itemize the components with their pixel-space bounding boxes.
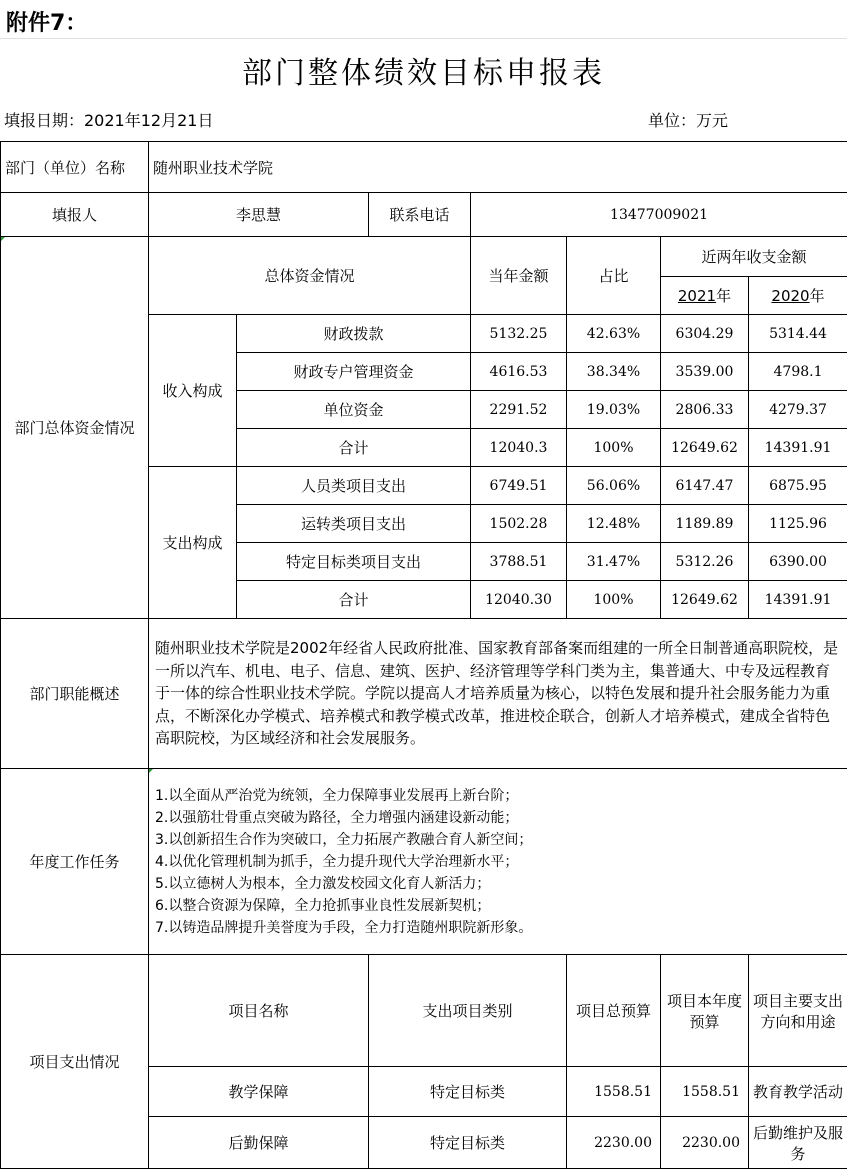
- row-2021: 12649.62: [661, 429, 749, 467]
- dept-name-label: 部门（单位）名称: [1, 142, 149, 193]
- task-item: 2.以强筋壮骨重点突破为路径，全力增强内涵建设新动能；: [155, 807, 841, 829]
- row-amount: 12040.3: [471, 429, 567, 467]
- project-category: 特定目标类: [369, 1067, 567, 1117]
- row-name: 合计: [237, 429, 471, 467]
- row-amount: 4616.53: [471, 353, 567, 391]
- fill-date: 填报日期：2021年12月21日: [4, 108, 213, 131]
- function-label: 部门职能概述: [1, 619, 149, 769]
- task-item: 5.以立德树人为根本，全力激发校园文化育人新活力；: [155, 873, 841, 895]
- top-divider: [0, 38, 847, 39]
- row-2020: 4798.1: [749, 353, 847, 391]
- task-item: 1.以全面从严治党为统领，全力保障事业发展再上新台阶；: [155, 785, 841, 807]
- phone-value: 13477009021: [471, 193, 847, 237]
- row-amount: 12040.30: [471, 581, 567, 619]
- row-name: 财政专户管理资金: [237, 353, 471, 391]
- unit-label: 单位：万元: [648, 108, 728, 131]
- project-year: 1558.51: [661, 1067, 749, 1117]
- row-2020: 4279.37: [749, 391, 847, 429]
- project-year-header: 项目本年度预算: [661, 955, 749, 1067]
- row-name: 特定目标类项目支出: [237, 543, 471, 581]
- project-year: 2230.00: [661, 1117, 749, 1169]
- row-ratio: 38.34%: [567, 353, 661, 391]
- project-category: 特定目标类: [369, 1117, 567, 1169]
- row-amount: 5132.25: [471, 315, 567, 353]
- task-item: 6.以整合资源为保障，全力抢抓事业良性发展新契机；: [155, 895, 841, 917]
- row-2021: 12649.62: [661, 581, 749, 619]
- row-2020: 14391.91: [749, 429, 847, 467]
- row-name: 运转类项目支出: [237, 505, 471, 543]
- row-ratio: 56.06%: [567, 467, 661, 505]
- project-name-header: 项目名称: [149, 955, 369, 1067]
- row-2020: 14391.91: [749, 581, 847, 619]
- row-name: 合计: [237, 581, 471, 619]
- row-ratio: 100%: [567, 429, 661, 467]
- row-ratio: 100%: [567, 581, 661, 619]
- task-item: 4.以优化管理机制为抓手，全力提升现代大学治理新水平；: [155, 851, 841, 873]
- row-amount: 6749.51: [471, 467, 567, 505]
- row-ratio: 42.63%: [567, 315, 661, 353]
- project-total-header: 项目总预算: [567, 955, 661, 1067]
- row-2021: 1189.89: [661, 505, 749, 543]
- tasks-label: 年度工作任务: [1, 769, 149, 955]
- project-use-header: 项目主要支出方向和用途: [749, 955, 847, 1067]
- row-ratio: 12.48%: [567, 505, 661, 543]
- year-2021-header: 2021年: [661, 277, 749, 315]
- row-name: 人员类项目支出: [237, 467, 471, 505]
- row-ratio: 19.03%: [567, 391, 661, 429]
- row-ratio: 31.47%: [567, 543, 661, 581]
- function-description: 随州职业技术学院是2002年经省人民政府批准、国家教育部备案而组建的一所全日制普通高职院校，是一所以汽车、机电、电子、信息、建筑、医护、经济管理等学科门类为主，集普通大、中专及远程教育于一体的综合性职业技术学院。学院以提高人才培养质量为核心，以特色发展和提升社会服务能力为重点，不断深化办学模式、培养模式和教学模式改革，推进校企联合，创新人才培养模式，建成全省特色高职院校，为区域经济和社会发展服务。: [149, 619, 847, 769]
- recent-two-years-header: 近两年收支金额: [661, 237, 847, 277]
- expense-group-label: 支出构成: [149, 467, 237, 619]
- project-total: 2230.00: [567, 1117, 661, 1169]
- dept-name-value: 随州职业技术学院: [149, 142, 847, 193]
- row-2020: 6390.00: [749, 543, 847, 581]
- row-2021: 2806.33: [661, 391, 749, 429]
- year-2020-header: 2020年: [749, 277, 847, 315]
- row-2021: 3539.00: [661, 353, 749, 391]
- income-group-label: 收入构成: [149, 315, 237, 467]
- row-2021: 6304.29: [661, 315, 749, 353]
- row-amount: 2291.52: [471, 391, 567, 429]
- projects-label: 项目支出情况: [1, 955, 149, 1169]
- task-item: 7.以铸造品牌提升美誉度为手段，全力打造随州职院新形象。: [155, 917, 841, 939]
- row-2021: 6147.47: [661, 467, 749, 505]
- row-name: 财政拨款: [237, 315, 471, 353]
- project-name: 教学保障: [149, 1067, 369, 1117]
- ratio-header: 占比: [567, 237, 661, 315]
- row-name: 单位资金: [237, 391, 471, 429]
- row-2021: 5312.26: [661, 543, 749, 581]
- project-use: 教育教学活动: [749, 1067, 847, 1117]
- row-amount: 3788.51: [471, 543, 567, 581]
- row-2020: 5314.44: [749, 315, 847, 353]
- filler-label: 填报人: [1, 193, 149, 237]
- filler-name: 李思慧: [149, 193, 369, 237]
- row-amount: 1502.28: [471, 505, 567, 543]
- funds-section-label: 部门总体资金情况: [1, 237, 149, 619]
- row-2020: 6875.95: [749, 467, 847, 505]
- project-total: 1558.51: [567, 1067, 661, 1117]
- page-title: 部门整体绩效目标申报表: [0, 48, 847, 92]
- tasks-list: [149, 769, 847, 955]
- project-name: 后勤保障: [149, 1117, 369, 1169]
- phone-label: 联系电话: [369, 193, 471, 237]
- project-use: 后勤维护及服务: [749, 1117, 847, 1169]
- amount-header: 当年金额: [471, 237, 567, 315]
- row-2020: 1125.96: [749, 505, 847, 543]
- performance-target-table: [0, 141, 847, 1169]
- project-category-header: 支出项目类别: [369, 955, 567, 1067]
- overall-funds-header: 总体资金情况: [149, 237, 471, 315]
- annex-label: 附件7：: [6, 6, 87, 37]
- task-item: 3.以创新招生合作为突破口，全力拓展产教融合育人新空间；: [155, 829, 841, 851]
